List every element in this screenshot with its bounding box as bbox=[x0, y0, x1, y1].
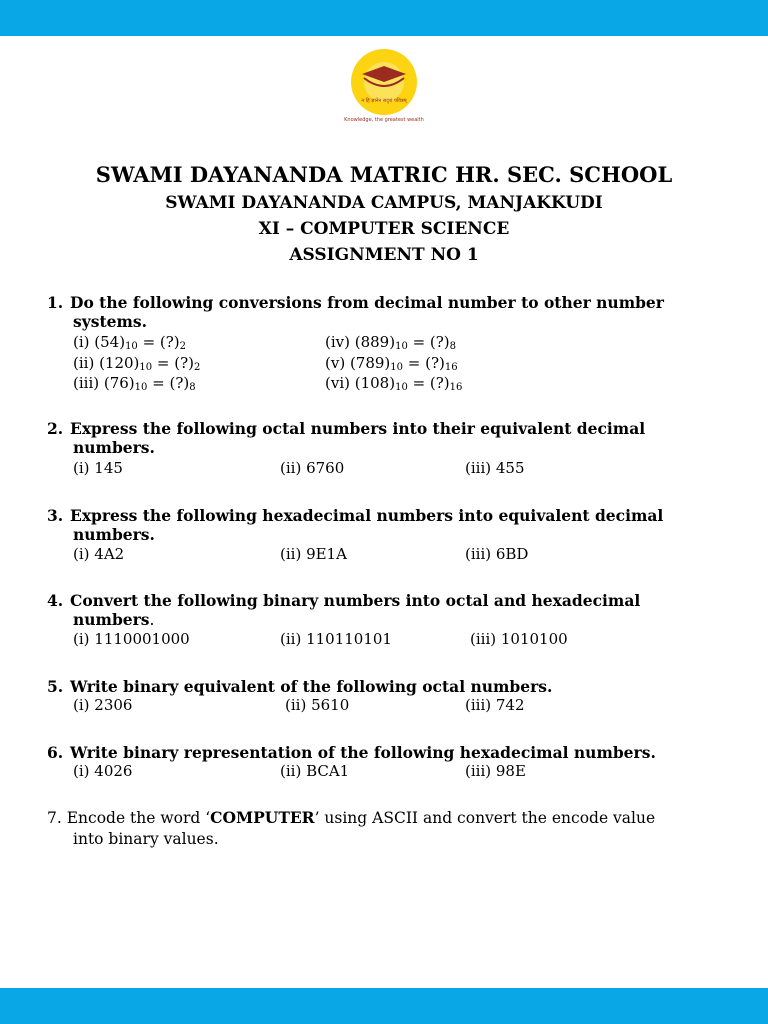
q5-option-1: (i) 2306 bbox=[73, 696, 133, 714]
q6-option-1: (i) 4026 bbox=[73, 762, 133, 780]
question-number: 6. bbox=[47, 743, 64, 762]
assignment-title: ASSIGNMENT NO 1 bbox=[289, 245, 479, 265]
question-6 bbox=[47, 743, 727, 762]
question-text: Write binary representation of the following hexadecimal numbers. bbox=[70, 743, 656, 762]
q4-option-1: (i) 1110001000 bbox=[73, 630, 190, 648]
question-text-continued: numbers. bbox=[73, 525, 155, 544]
question-4 bbox=[47, 591, 727, 630]
question-text-continued: numbers. bbox=[73, 610, 155, 629]
q1-option-4: (iv) $(889)_{10}$ = $(?)_8$ bbox=[325, 333, 457, 352]
question-text: Express the following hexadecimal numbers into equivalent decimal bbox=[70, 506, 664, 525]
q5-option-3: (iii) 742 bbox=[465, 696, 525, 714]
question-number: 1. bbox=[47, 293, 64, 312]
q1-option-3: (iii) $(76)_{10}$ = $(?)_8$ bbox=[73, 374, 196, 393]
q3-option-3: (iii) 6BD bbox=[465, 545, 529, 563]
q1-option-5: (v) $(789)_{10}$ = $(?)_{16}$ bbox=[325, 354, 458, 373]
q4-option-2: (ii) 110110101 bbox=[280, 630, 392, 648]
q1-option-2: (ii) $(120)_{10}$ = $(?)_2$ bbox=[73, 354, 201, 373]
question-text: Write binary equivalent of the following octal numbers. bbox=[70, 677, 553, 696]
question-text: Do the following conversions from decimal number to other number bbox=[70, 293, 664, 312]
question-text: Express the following octal numbers into their equivalent decimal bbox=[70, 419, 646, 438]
q6-option-2: (ii) BCA1 bbox=[280, 762, 350, 780]
question-text-continued: numbers. bbox=[73, 438, 155, 457]
question-number: 3. bbox=[47, 506, 64, 525]
q1-option-1: (i) $(54)_{10}$ = $(?)_2$ bbox=[73, 333, 187, 352]
q2-option-2: (ii) 6760 bbox=[280, 459, 345, 477]
top-banner bbox=[0, 0, 768, 36]
question-number: 2. bbox=[47, 419, 64, 438]
question-number: 5. bbox=[47, 677, 64, 696]
question-1 bbox=[47, 293, 727, 331]
q5-option-2: (ii) 5610 bbox=[285, 696, 350, 714]
bottom-banner bbox=[0, 988, 768, 1024]
question-text: Convert the following binary numbers into octal and hexadecimal bbox=[70, 591, 641, 610]
campus-name: SWAMI DAYANANDA CAMPUS, MANJAKKUDI bbox=[165, 193, 603, 213]
question-number: 7. bbox=[47, 809, 62, 827]
question-number: 4. bbox=[47, 591, 64, 610]
question-text-continued: into binary values. bbox=[73, 830, 219, 848]
highlighted-word: COMPUTER bbox=[210, 808, 315, 827]
question-text-continued: systems. bbox=[73, 312, 148, 331]
question-7: 7. Encode the word ‘COMPUTER’ using ASCII and convert the encode value into binary values. bbox=[47, 807, 737, 850]
q3-option-1: (i) 4A2 bbox=[73, 545, 125, 563]
logo-motto-sanskrit: न हि ज्ञानेन सदृशं पवित्रम् bbox=[361, 98, 407, 104]
question-2 bbox=[47, 419, 727, 457]
q3-option-2: (ii) 9E1A bbox=[280, 545, 347, 563]
q2-option-1: (i) 145 bbox=[73, 459, 123, 477]
q2-option-3: (iii) 455 bbox=[465, 459, 525, 477]
q1-option-6: (vi) $(108)_{10}$ = $(?)_{16}$ bbox=[325, 374, 463, 393]
school-logo bbox=[336, 48, 432, 124]
question-3 bbox=[47, 506, 727, 544]
school-name: SWAMI DAYANANDA MATRIC HR. SEC. SCHOOL bbox=[95, 162, 673, 187]
q4-option-3: (iii) 1010100 bbox=[470, 630, 568, 648]
logo-motto-english: Knowledge, the greatest wealth bbox=[344, 117, 424, 123]
subject-title: XI – COMPUTER SCIENCE bbox=[258, 219, 510, 239]
q6-option-3: (iii) 98E bbox=[465, 762, 526, 780]
question-5 bbox=[47, 677, 727, 696]
